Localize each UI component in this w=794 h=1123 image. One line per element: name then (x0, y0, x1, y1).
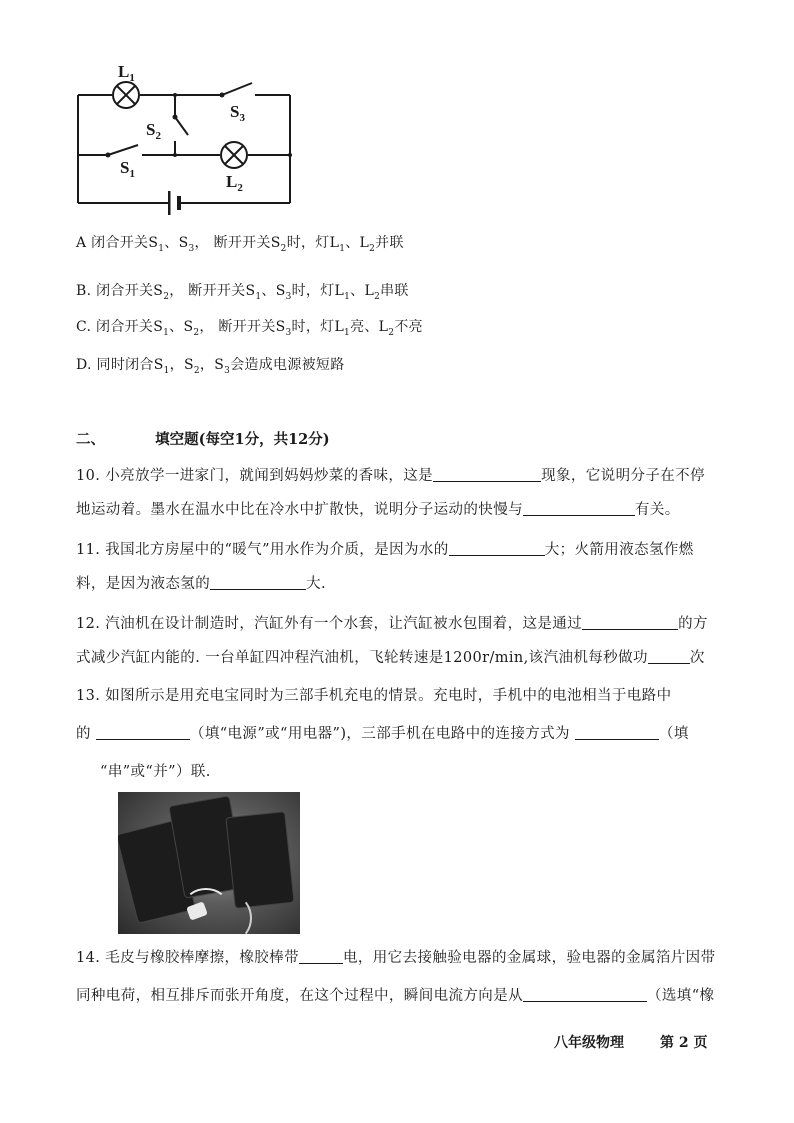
section-heading: 二、 填空题(每空1分，共12分) (76, 431, 330, 448)
charging-phones-photo (118, 792, 300, 934)
question-13-line-2: 的 （填“电源”或“用电器”)，三部手机在电路中的连接方式为 （填 (76, 726, 689, 742)
blank-q12-2 (648, 649, 690, 664)
lamp-l1-label: $L_1$ (118, 62, 135, 84)
question-11-line-2: 料，是因为液态氢的 大. (76, 576, 327, 592)
switch-s1-pivot (106, 153, 111, 158)
switch-s1-label: $S_1$ (120, 158, 135, 180)
switch-s3-pivot (220, 93, 225, 98)
question-11-line-1: 11. 我国北方房屋中的“暖气”用水作为介质，是因为水的 大；火箭用液态氢作燃 (76, 542, 694, 558)
blank-q11-2 (210, 575, 306, 590)
lamp-l2-label: $L_2$ (226, 172, 243, 194)
battery-short-plate (177, 196, 181, 210)
blank-q14-2 (523, 987, 647, 1002)
phone-3 (225, 811, 294, 909)
question-14-line-1: 14. 毛皮与橡胶棒摩擦，橡胶棒带 电，用它去接触验电器的金属球，验电器的金属箔片因带 (76, 950, 716, 966)
switch-s1-blade (108, 145, 138, 155)
option-c: C. 闭合开关$S_1$、$S_2$， 断开开关$S_3$时，灯$L_1$亮、$L_2$不亮 (76, 319, 423, 338)
switch-s3-label: $S_3$ (230, 102, 245, 124)
option-a: A 闭合开关$S_1$、$S_3$， 断开开关$S_2$时，灯$L_1$、$L_2$并联 (76, 235, 404, 254)
switch-s3-blade (222, 83, 252, 95)
blank-q13-2 (575, 725, 659, 740)
question-13-line-1: 13. 如图所示是用充电宝同时为三部手机充电的情景。充电时，手机中的电池相当于电路中 (76, 688, 672, 704)
junction-right (288, 153, 292, 157)
blank-q11-1 (449, 541, 545, 556)
junction-top (173, 93, 177, 97)
question-13-line-3: “串”或“并”）联. (100, 764, 211, 780)
blank-q14-1 (299, 949, 343, 964)
switch-s2-pivot (173, 115, 178, 120)
question-12-line-2: 式减少汽缸内能的. 一台单缸四冲程汽油机，飞轮转速是1200r/min,该汽油机每秒做功 次 (76, 650, 705, 666)
question-14-line-2: 同种电荷，相互排斥而张开角度，在这个过程中，瞬间电流方向是从 （选填“橡 (76, 988, 715, 1004)
option-b: B. 闭合开关$S_2$， 断开开关$S_1$、$S_3$时，灯$L_1$、$L_2$串联 (76, 283, 409, 302)
footer-page-number: 第 2 页 (660, 1035, 708, 1051)
blank-q10-1 (433, 467, 541, 482)
option-d: D. 同时闭合$S_1$，$S_2$，$S_3$会造成电源被短路 (76, 357, 345, 376)
cable-2 (218, 896, 252, 934)
blank-q12-1 (582, 615, 678, 630)
blank-q10-2 (523, 501, 635, 516)
blank-q13-1 (96, 725, 190, 740)
footer-subject: 八年级物理 (554, 1035, 624, 1051)
question-10-line-2: 地运动着。墨水在温水中比在冷水中扩散快，说明分子运动的快慢与 有关。 (76, 502, 680, 518)
switch-s2-label: $S_2$ (146, 120, 161, 142)
circuit-diagram (60, 55, 300, 220)
question-10-line-1: 10. 小亮放学一进家门，就闻到妈妈炒菜的香味，这是 现象，它说明分子在不停 (76, 468, 705, 484)
junction-mid (173, 153, 177, 157)
switch-s2-blade (175, 117, 188, 135)
battery-long-plate (168, 191, 171, 215)
question-12-line-1: 12. 汽油机在设计制造时，汽缸外有一个水套，让汽缸被水包围着，这是通过 的方 (76, 616, 708, 632)
